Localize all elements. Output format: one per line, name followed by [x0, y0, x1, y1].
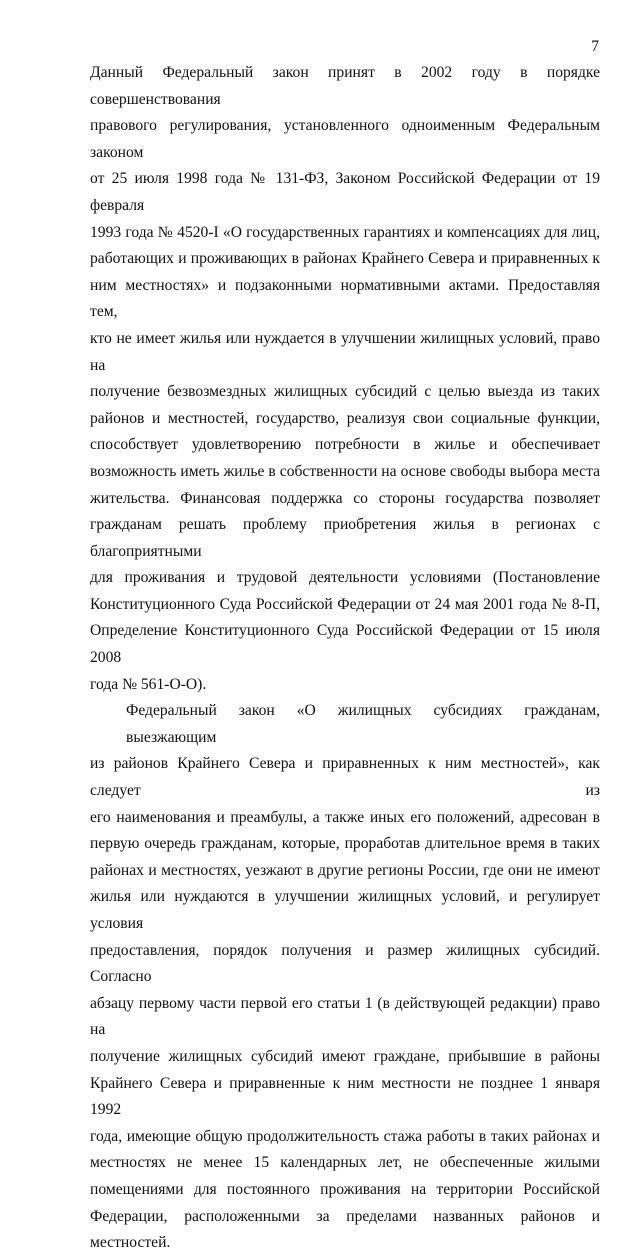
text-line: Федерации, расположенными за пределами названных районов и местностей.	[90, 1207, 600, 1252]
text-line: предоставления, порядок получения и размер жилищных субсидий. Согласно	[90, 941, 600, 986]
text-line: кто не имеет жилья или нуждается в улучшении жилищных условий, право на	[90, 329, 600, 374]
text-line: года № 561-О-О).	[90, 675, 207, 693]
text-line: абзацу первому части первой его статьи 1 (в действующей редакции) право на	[90, 994, 600, 1039]
text-line: жилья или нуждаются в улучшении жилищных условий, и регулирует условия	[90, 888, 600, 932]
text-line: работающих и проживающих в районах Крайнего Севера и приравненных к	[90, 250, 600, 268]
text-line: из районов Крайнего Севера и приравненных к ним местностей», как следует из	[90, 755, 600, 800]
text-line: получение безвозмездных жилищных субсидий с целью выезда из таких	[90, 383, 600, 401]
text-line: Крайнего Севера и приравненные к ним местности не позднее 1 января 1992	[90, 1074, 600, 1119]
text-line: гражданам решать проблему приобретения жилья в регионах с благоприятными	[90, 516, 600, 560]
text-line: правового регулирования, установленного одноименным Федеральным законом	[90, 117, 600, 161]
text-line: Конституционного Суда Российской Федерации от 24 мая 2001 года № 8-П,	[90, 595, 600, 613]
paragraph-2	[90, 698, 600, 1256]
text-line: возможность иметь жилье в собственности на основе свободы выбора места	[90, 462, 600, 480]
page-number: 7	[591, 38, 599, 55]
text-line: способствует удовлетворению потребности в жилье и обеспечивает	[90, 436, 600, 454]
text-line: года, имеющие общую продолжительность стажа работы в таких районах и	[90, 1127, 600, 1145]
text-line: его наименования и преамбулы, а также иных его положений, адресован в	[90, 808, 600, 826]
text-line: Федеральный закон «О жилищных субсидиях гражданам, выезжающим	[126, 702, 600, 746]
text-line: 1993 года № 4520-I «О государственных гарантиях и компенсациях для лиц,	[90, 223, 600, 241]
text-line: получение жилищных субсидий имеют граждане, прибывшие в районы	[90, 1047, 600, 1065]
text-line: жительства. Финансовая поддержка со стороны государства позволяет	[90, 489, 600, 507]
text-line: Данный Федеральный закон принят в 2002 году в порядке совершенствования	[90, 64, 600, 108]
text-line: от 25 июля 1998 года № 131-ФЗ, Законом Российской Федерации от 19 февраля	[90, 170, 600, 214]
text-line: Определение Конституционного Суда Российской Федерации от 15 июля 2008	[90, 622, 600, 667]
paragraph-1	[90, 60, 600, 698]
text-line: ним местностях» и подзаконными нормативными актами. Предоставляя тем,	[90, 276, 600, 321]
body-text	[90, 60, 600, 1257]
text-line: районов и местностей, государство, реализуя свои социальные функции,	[90, 409, 600, 427]
text-line: местностях не менее 15 календарных лет, не обеспеченные жилыми	[90, 1154, 600, 1172]
text-line: первую очередь гражданам, которые, проработав длительное время в таких	[90, 835, 600, 853]
text-line: помещениями для постоянного проживания на территории Российской	[90, 1180, 600, 1198]
text-line: для проживания и трудовой деятельности условиями (Постановление	[90, 569, 600, 587]
text-line: районах и местностях, уезжают в другие регионы России, где они не имеют	[90, 861, 600, 879]
